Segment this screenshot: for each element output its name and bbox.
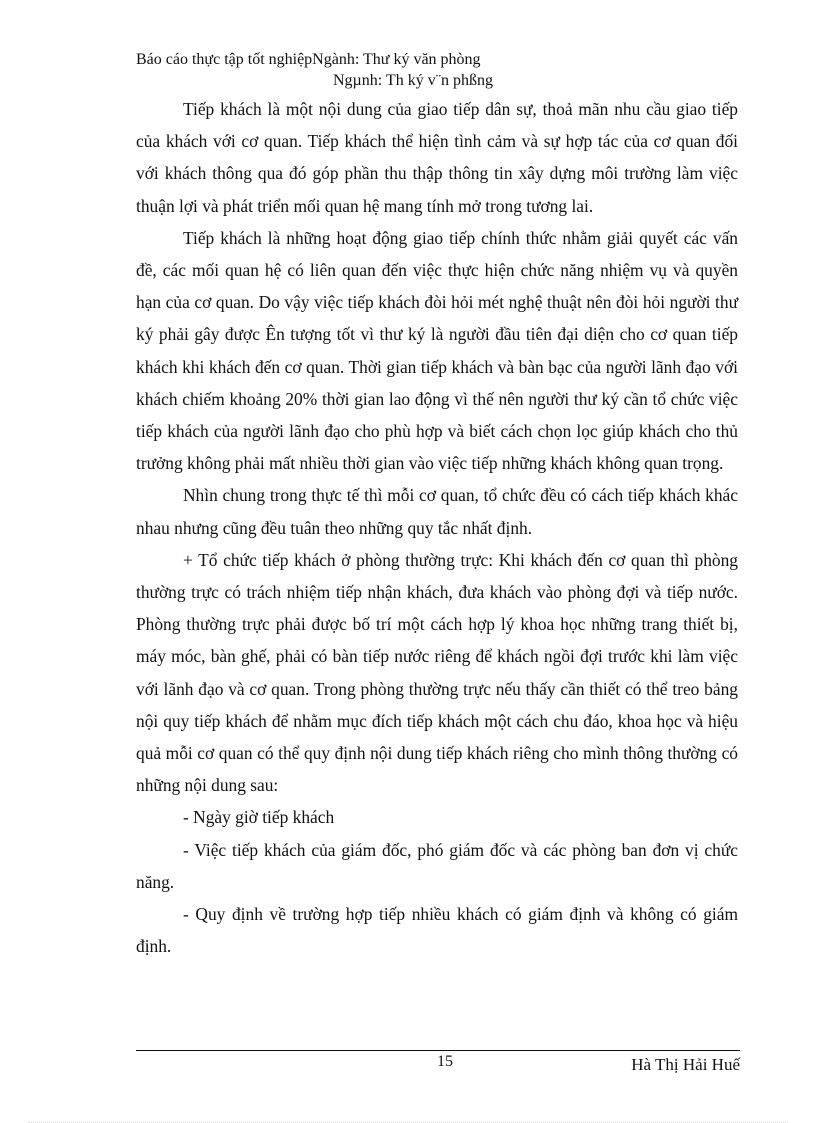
paragraph-2: Tiếp khách là những hoạt động giao tiếp chính thức nhằm giải quyết các vấn đề, các mối quan hệ có liên quan đến việc thực hiện chức năng nhiệm vụ và quyền hạn của cơ quan. Do vậy việc tiếp khách đòi hỏi mét nghệ thuật nên đòi hỏi người thư ký phải gây được Ên tượng tốt vì thư ký là người đầu tiên đại diện cho cơ quan tiếp khách khi khách đến cơ quan. Thời gian tiếp khách và bàn bạc của người lãnh đạo với khách chiếm khoảng 20% thời gian lao động vì thế nên người thư ký cần tổ chức việc tiếp khách của người lãnh đạo cho phù hợp và biết cách chọn lọc giúp khách cho thủ trưởng không phải mất nhiều thời gian vào việc tiếp những khách không quan trọng. (136, 227, 738, 474)
paragraph-1: Tiếp khách là một nội dung của giao tiếp dân sự, thoả mãn nhu cầu giao tiếp của khách với cơ quan. Tiếp khách thể hiện tình cảm và sự hợp tác của cơ quan đối với khách thông qua đó góp phần thu thập thông tin xây dựng môi trường làm việc thuận lợi và phát triển mối quan hệ mang tính mở trong tương lai. (136, 99, 738, 216)
body-text (136, 93, 738, 962)
running-header-garbled: Ngµnh: Th ký v¨n phßng (333, 72, 494, 89)
footer-divider (136, 1050, 740, 1051)
paragraph-4: + Tổ chức tiếp khách ở phòng thường trực: Khi khách đến cơ quan thì phòng thường trực có trách nhiệm tiếp nhận khách, đưa khách vào phòng đợi và tiếp nước. Phòng thường trực phải được bố trí một cách hợp lý khoa học những trang thiết bị, máy móc, bàn ghế, phải có bàn tiếp nước riêng để khách ngồi đợi trước khi làm việc với lãnh đạo và cơ quan. Trong phòng thường trực nếu thấy cần thiết có thể treo bảng nội quy tiếp khách để nhằm mục đích tiếp khách một cách chu đáo, khoa học và hiệu quả mỗi cơ quan có thể quy định nội dung tiếp khách riêng cho mình thông thường có những nội dung sau: (136, 549, 738, 796)
page-number: 15 (437, 1053, 453, 1070)
paragraph-3: Nhìn chung trong thực tế thì mỗi cơ quan, tổ chức đều có cách tiếp khách khác nhau nhưng cũng đều tuân theo những quy tắc nhất định. (136, 485, 738, 538)
running-header: Báo cáo thực tập tốt nghiệpNgành: Thư ký văn phòng (136, 51, 481, 68)
list-item-3: - Quy định về trường hợp tiếp nhiều khách có giám định và không có giám định. (136, 904, 738, 957)
list-item-1: - Ngày giờ tiếp khách (183, 807, 335, 828)
author-name: Hà Thị Hải Huế (631, 1055, 740, 1074)
list-item-2: - Việc tiếp khách của giám đốc, phó giám đốc và các phòng ban đơn vị chức năng. (136, 839, 738, 892)
